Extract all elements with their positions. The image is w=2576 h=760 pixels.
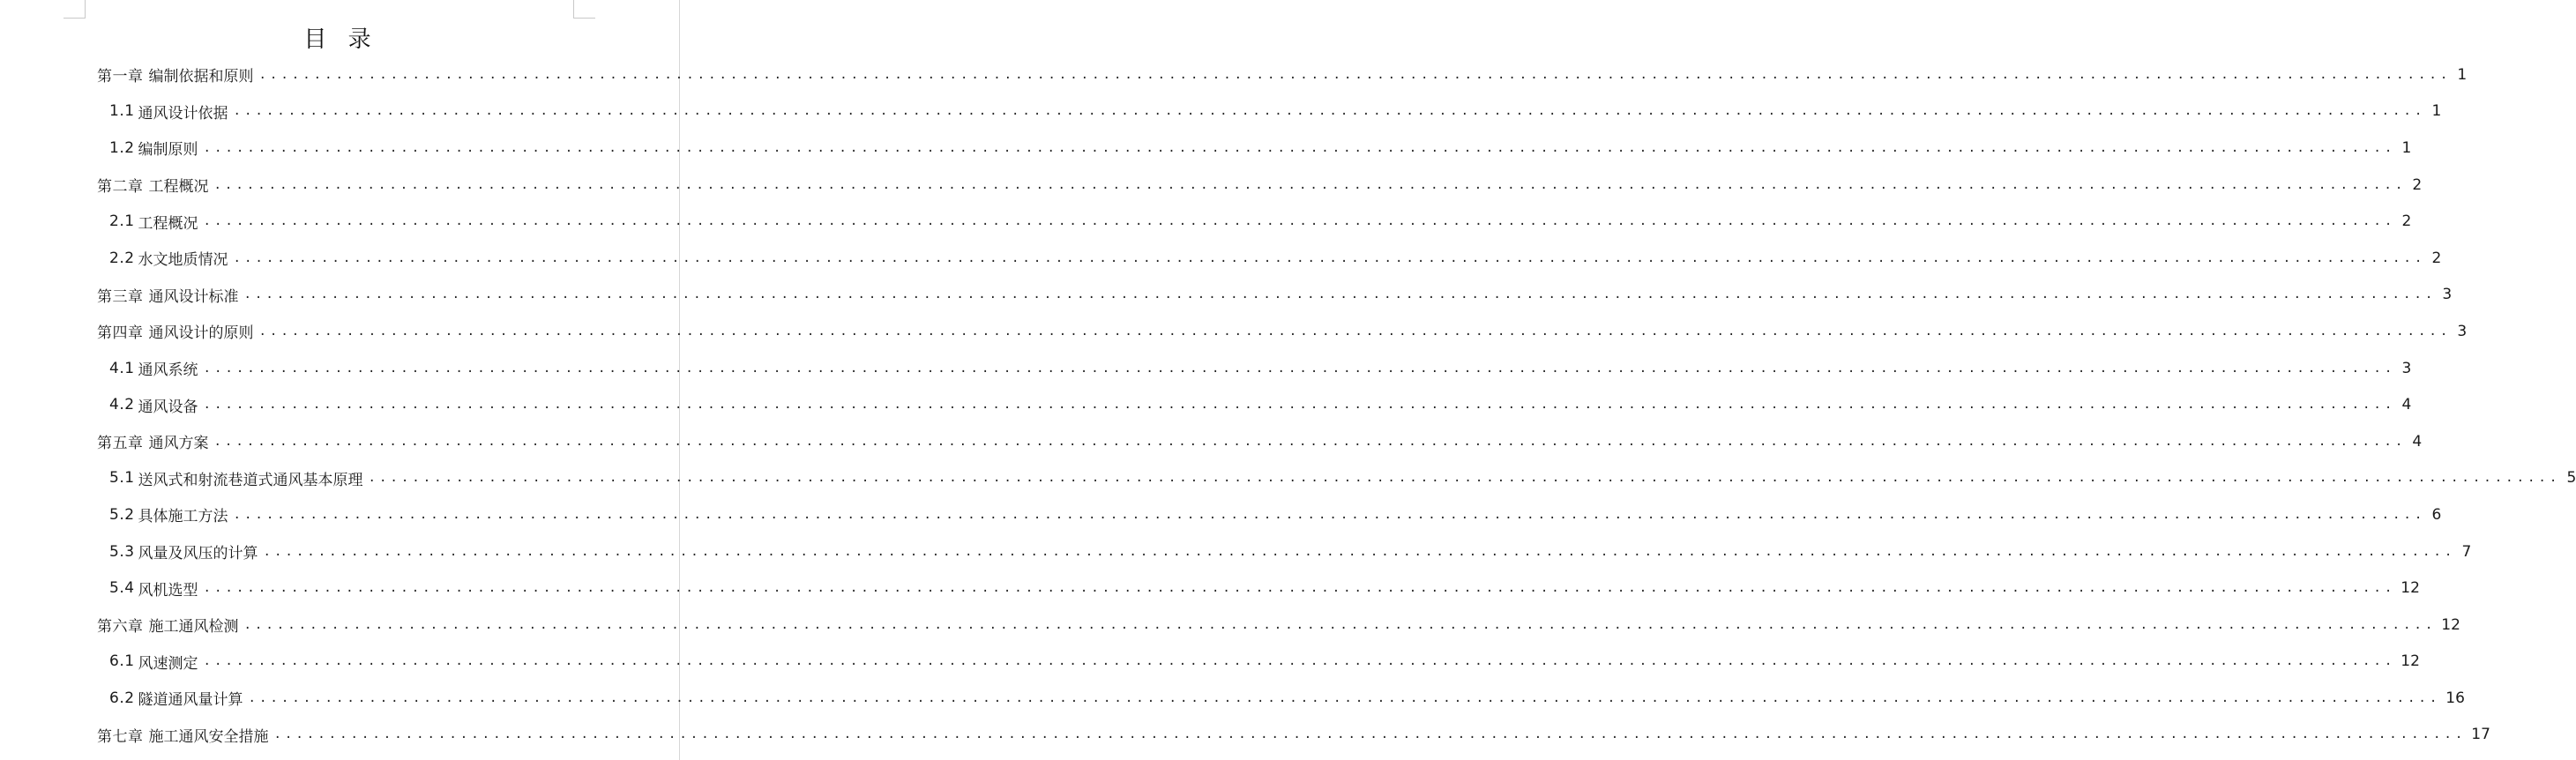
toc-entry-number: 第二章 [97,178,144,197]
toc-entry-page-number: 17 [2471,726,2490,744]
toc-entry-title: 编制原则 [138,141,198,160]
toc-entry-page-number: 6 [2431,505,2442,524]
toc-dot-leader: ........................................................................................................................................................................................................ [203,398,2396,413]
toc-entry-page-number: 16 [2445,689,2465,707]
toc-dot-leader: ........................................................................................................................................................................................................ [258,324,2452,339]
toc-entry[interactable] [97,533,2472,570]
toc-entry[interactable] [97,644,2420,681]
toc-entry-page-number: 1 [2457,65,2468,84]
table-of-contents [97,56,2576,753]
toc-entry[interactable] [97,680,2465,717]
toc-entry-number: 第七章 [97,727,144,746]
toc-dot-leader: ........................................................................................................................................................................................................ [203,214,2396,229]
toc-entry-page-number: 1 [2431,102,2442,121]
toc-dot-leader: ........................................................................................................................................................................................................ [243,617,2437,632]
toc-entry-number: 5.1 [109,469,135,488]
toc-entry[interactable] [97,93,2442,130]
toc-entry[interactable] [97,56,2468,93]
toc-dot-leader: ........................................................................................................................................................................................................ [263,544,2456,559]
toc-entry-number: 5.4 [109,579,135,598]
toc-entry-page-number: 3 [2457,322,2468,340]
toc-entry-number: 2.2 [109,249,135,267]
toc-entry-number: 2.1 [109,212,135,231]
toc-entry-title: 隧道通风量计算 [138,691,243,710]
toc-entry-page-number: 2 [2431,249,2442,267]
toc-entry[interactable] [97,350,2412,387]
toc-dot-leader: ........................................................................................................................................................................................................ [368,471,2561,486]
toc-entry[interactable] [97,240,2442,277]
toc-entry[interactable] [97,717,2490,754]
toc-dot-leader: ........................................................................................................................................................................................................ [203,581,2396,596]
top-right-margin-mark [573,0,595,19]
toc-entry[interactable] [97,386,2412,423]
toc-entry-page-number: 2 [2412,175,2423,194]
toc-entry-title: 施工通风检测 [148,618,239,637]
toc-entry-number: 第三章 [97,287,144,306]
toc-entry-title: 具体施工方法 [138,508,228,526]
toc-entry-page-number: 7 [2461,542,2472,561]
toc-dot-leader: ........................................................................................................................................................................................................ [203,361,2396,376]
toc-entry[interactable] [97,423,2423,460]
toc-dot-leader: ........................................................................................................................................................................................................ [203,654,2396,669]
toc-entry-number: 6.1 [109,652,135,671]
toc-entry-title: 风速测定 [138,654,198,673]
toc-dot-leader: ........................................................................................................................................................................................................ [213,434,2407,449]
toc-dot-leader: ........................................................................................................................................................................................................ [233,507,2426,522]
toc-entry[interactable] [97,460,2576,497]
toc-entry[interactable] [97,313,2468,350]
toc-dot-leader: ........................................................................................................................................................................................................ [233,104,2426,119]
toc-entry-title: 工程概况 [148,178,209,197]
toc-entry-title: 通风方案 [148,435,209,453]
toc-entry-page-number: 2 [2401,212,2412,231]
toc-entry-number: 4.2 [109,396,135,414]
toc-entry-page-number: 1 [2401,138,2412,157]
toc-entry-page-number: 12 [2441,615,2460,634]
toc-entry-title: 施工通风安全措施 [148,727,269,746]
toc-entry-number: 1.1 [109,102,135,121]
toc-entry-title: 通风设计标准 [148,287,239,306]
toc-dot-leader: ........................................................................................................................................................................................................ [213,177,2407,192]
toc-entry-number: 5.3 [109,542,135,561]
toc-dot-leader: ........................................................................................................................................................................................................ [273,727,2467,742]
toc-entry-title: 送风式和射流巷道式通风基本原理 [138,471,363,489]
toc-entry-page-number: 4 [2401,396,2412,414]
toc-entry-title: 通风系统 [138,361,198,380]
toc-dot-leader: ........................................................................................................................................................................................................ [248,690,2441,705]
toc-dot-leader: ........................................................................................................................................................................................................ [243,287,2437,302]
toc-entry-title: 通风设计依据 [138,104,228,123]
toc-entry-number: 5.2 [109,505,135,524]
toc-entry-number: 第六章 [97,618,144,637]
toc-entry-page-number: 12 [2401,579,2420,598]
toc-entry-title: 通风设备 [138,398,198,416]
toc-dot-leader: ........................................................................................................................................................................................................ [233,250,2426,265]
toc-entry-title: 编制依据和原则 [148,68,254,86]
toc-entry-number: 4.1 [109,359,135,377]
toc-entry-title: 工程概况 [138,214,198,233]
toc-entry-page-number: 4 [2412,432,2423,451]
toc-entry-title: 风机选型 [138,581,198,600]
toc-entry-title: 水文地质情况 [138,251,228,270]
toc-entry-number: 6.2 [109,689,135,707]
toc-entry[interactable] [97,277,2453,314]
toc-entry-title: 风量及风压的计算 [138,545,258,563]
toc-entry-number: 第四章 [97,324,144,343]
toc-entry[interactable] [97,496,2442,533]
toc-dot-leader: ........................................................................................................................................................................................................ [203,140,2396,155]
toc-entry[interactable] [97,167,2423,204]
toc-entry[interactable] [97,130,2412,167]
toc-title: 目 录 [303,26,378,53]
toc-entry-number: 1.2 [109,138,135,157]
top-left-margin-mark [63,0,86,19]
toc-entry[interactable] [97,570,2420,607]
toc-entry-page-number: 12 [2401,652,2420,671]
toc-entry-number: 第五章 [97,435,144,453]
toc-entry-page-number: 5 [2566,469,2576,488]
toc-entry-title: 通风设计的原则 [148,324,254,343]
toc-dot-leader: ........................................................................................................................................................................................................ [258,67,2452,82]
toc-entry-page-number: 3 [2442,286,2453,304]
toc-entry[interactable] [97,203,2412,240]
toc-entry-number: 第一章 [97,68,144,86]
toc-entry-page-number: 3 [2401,359,2412,377]
toc-entry[interactable] [97,607,2460,644]
